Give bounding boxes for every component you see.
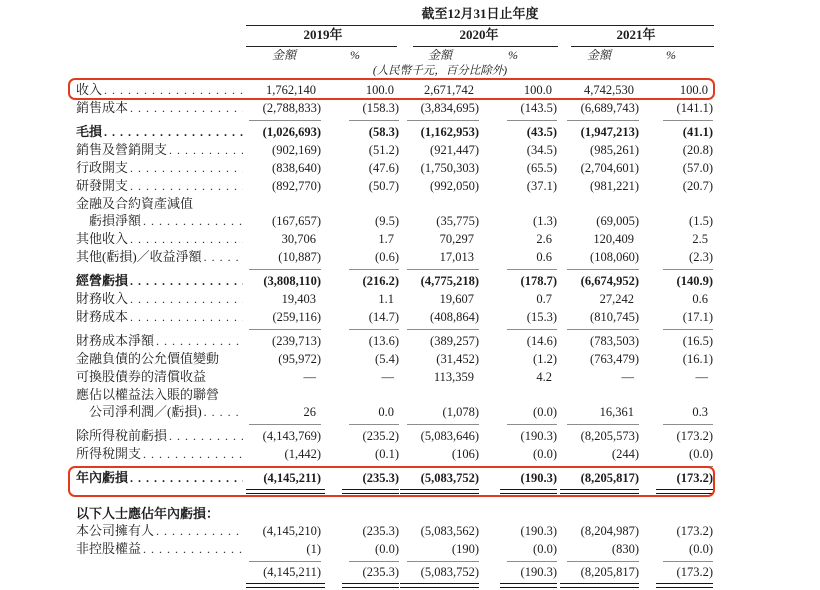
row-label bbox=[76, 522, 246, 540]
dot-leader bbox=[130, 272, 243, 290]
percent-header: % bbox=[666, 48, 676, 62]
percent-value: (2.3) bbox=[689, 250, 713, 264]
table-row bbox=[76, 522, 714, 540]
percent-value: (9.5) bbox=[375, 214, 399, 228]
percent-value: (43.5) bbox=[526, 125, 557, 139]
row-label bbox=[76, 195, 246, 212]
amount-value: (4,775,218) bbox=[420, 274, 479, 288]
amount-value: (190) bbox=[451, 542, 479, 556]
percent-value: 0.6 bbox=[536, 250, 552, 264]
percent-value: 1.1 bbox=[378, 292, 394, 306]
percent-value: (14.6) bbox=[526, 334, 557, 348]
percent-value: (47.6) bbox=[368, 161, 399, 175]
percent-value: (20.7) bbox=[682, 179, 713, 193]
percent-value: 100.0 bbox=[365, 83, 394, 97]
amount-value: (1,078) bbox=[442, 405, 479, 419]
table-row bbox=[76, 272, 714, 290]
row-label bbox=[76, 540, 246, 558]
percent-value: (190.3) bbox=[520, 524, 557, 538]
percent-value: (0.6) bbox=[375, 250, 399, 264]
amount-value: (830) bbox=[611, 542, 639, 556]
amount-value: (31,452) bbox=[436, 352, 479, 366]
row-label-text: 可換股債券的清償收益 bbox=[76, 369, 207, 384]
amount-value: (4,145,211) bbox=[263, 565, 321, 579]
table-row bbox=[76, 308, 714, 332]
table-row bbox=[76, 427, 714, 445]
percent-value: 0.3 bbox=[692, 405, 708, 419]
amount-value: (810,745) bbox=[590, 310, 639, 324]
amount-value: (408,864) bbox=[430, 310, 479, 324]
percent-value: (1.5) bbox=[689, 214, 713, 228]
percent-value: (216.2) bbox=[362, 274, 399, 288]
amount-value: 70,297 bbox=[439, 232, 474, 246]
table-row bbox=[76, 177, 714, 195]
amount-value: (3,808,110) bbox=[263, 274, 321, 288]
table-row bbox=[76, 332, 714, 350]
row-label-text: 所得稅開支 bbox=[76, 446, 142, 461]
amount-value: (389,257) bbox=[430, 334, 479, 348]
table-row bbox=[76, 123, 714, 141]
year-2019: 2019年 bbox=[303, 27, 343, 42]
amount-value: (69,005) bbox=[596, 214, 639, 228]
amount-value: (4,143,769) bbox=[262, 429, 321, 443]
percent-value: (58.3) bbox=[368, 125, 399, 139]
column-header-row bbox=[76, 47, 714, 64]
percent-value: (158.3) bbox=[362, 101, 399, 115]
amount-value: (3,834,695) bbox=[420, 101, 479, 115]
table-row bbox=[76, 81, 714, 99]
dot-leader bbox=[130, 230, 243, 248]
percent-value: (1.2) bbox=[533, 352, 557, 366]
amount-value: 30,706 bbox=[281, 232, 316, 246]
amount-value: (8,205,573) bbox=[580, 429, 639, 443]
dot-leader bbox=[156, 522, 243, 540]
amount-value: (8,204,987) bbox=[580, 524, 639, 538]
dot-leader bbox=[104, 81, 243, 99]
amount-value: (1,750,303) bbox=[420, 161, 479, 175]
units-note-row bbox=[76, 64, 714, 78]
percent-value: (235.2) bbox=[362, 429, 399, 443]
row-label bbox=[76, 159, 246, 177]
amount-value: (35,775) bbox=[436, 214, 479, 228]
row-label bbox=[76, 230, 246, 248]
amount-value: (921,447) bbox=[430, 143, 479, 157]
percent-value: (65.5) bbox=[526, 161, 557, 175]
percent-value: (34.5) bbox=[526, 143, 557, 157]
dot-leader bbox=[204, 403, 243, 421]
percent-value: (140.9) bbox=[676, 274, 713, 288]
dot-leader bbox=[143, 540, 243, 558]
percent-value: (50.7) bbox=[368, 179, 399, 193]
amount-value: (1,947,213) bbox=[580, 125, 639, 139]
dot-leader bbox=[169, 141, 243, 159]
row-label-text: 財務收入 bbox=[76, 291, 129, 306]
percent-value: (16.5) bbox=[682, 334, 713, 348]
percent-value: (178.7) bbox=[520, 274, 557, 288]
row-label bbox=[76, 123, 246, 141]
amount-value: (167,657) bbox=[272, 214, 321, 228]
row-label-text: 金融及合約資產減值 bbox=[76, 196, 194, 211]
percent-value: (16.1) bbox=[682, 352, 713, 366]
percent-value: (1.3) bbox=[533, 214, 557, 228]
amount-value: (106) bbox=[451, 447, 479, 461]
row-label-text: 財務成本 bbox=[76, 309, 129, 324]
amount-value: 19,403 bbox=[281, 292, 316, 306]
percent-value: (173.2) bbox=[676, 471, 713, 485]
amount-value: (892,770) bbox=[272, 179, 321, 193]
amount-value: (2,788,833) bbox=[262, 101, 321, 115]
amount-value: 4,742,530 bbox=[584, 83, 634, 97]
amount-value: (4,145,211) bbox=[263, 471, 321, 485]
percent-value: (51.2) bbox=[368, 143, 399, 157]
percent-value: 4.2 bbox=[536, 370, 552, 384]
amount-value: (981,221) bbox=[590, 179, 639, 193]
amount-value: (5,083,646) bbox=[420, 429, 479, 443]
row-label-text: 非控股權益 bbox=[76, 541, 142, 556]
row-label-text: 以下人士應佔年內虧損： bbox=[76, 506, 220, 521]
amount-value: (2,704,601) bbox=[580, 161, 639, 175]
percent-value: (37.1) bbox=[526, 179, 557, 193]
amount-value: 27,242 bbox=[599, 292, 634, 306]
table-row bbox=[76, 230, 714, 248]
row-label-text: 金融負債的公允價值變動 bbox=[76, 351, 220, 366]
year-2020: 2020年 bbox=[459, 27, 499, 42]
dot-leader bbox=[143, 212, 243, 230]
amount-header: 金額 bbox=[427, 48, 452, 62]
table-row bbox=[76, 505, 714, 522]
row-label-text: 銷售及營銷開支 bbox=[76, 142, 168, 157]
amount-value: (4,145,210) bbox=[262, 524, 321, 538]
percent-value: (0.1) bbox=[375, 447, 399, 461]
table-row bbox=[76, 159, 714, 177]
row-label bbox=[76, 469, 246, 487]
amount-value: (1,162,953) bbox=[420, 125, 479, 139]
amount-value: (5,083,752) bbox=[420, 565, 479, 579]
amount-value: (239,713) bbox=[272, 334, 321, 348]
table-body bbox=[76, 81, 714, 590]
percent-value: 0.7 bbox=[536, 292, 552, 306]
percent-value: (14.7) bbox=[368, 310, 399, 324]
amount-value: (5,083,752) bbox=[420, 471, 479, 485]
row-label-text: 收入 bbox=[76, 82, 103, 97]
amount-value: (992,050) bbox=[430, 179, 479, 193]
dot-leader bbox=[204, 248, 243, 266]
amount-value: 1,762,140 bbox=[266, 83, 316, 97]
row-label-text: 虧損淨額 bbox=[89, 213, 142, 228]
amount-value: (838,640) bbox=[272, 161, 321, 175]
percent-value: (5.4) bbox=[375, 352, 399, 366]
amount-value: — bbox=[621, 370, 634, 384]
table-row bbox=[76, 564, 714, 590]
row-label-text: 應佔以權益法入賬的聯營 bbox=[76, 387, 220, 402]
amount-value: (8,205,817) bbox=[580, 565, 639, 579]
table-row bbox=[76, 445, 714, 469]
percent-header: % bbox=[508, 48, 518, 62]
double-subtotal-rule bbox=[76, 487, 714, 496]
financial-statements-table bbox=[76, 5, 714, 590]
table-row bbox=[76, 195, 714, 212]
table-row bbox=[76, 212, 714, 230]
amount-value: 26 bbox=[303, 405, 316, 419]
row-label bbox=[76, 332, 246, 350]
amount-value: 19,607 bbox=[439, 292, 474, 306]
row-label bbox=[76, 403, 246, 421]
table-row bbox=[76, 469, 714, 496]
table-row bbox=[76, 403, 714, 427]
percent-value: (143.5) bbox=[520, 101, 557, 115]
amount-value: (8,205,817) bbox=[580, 471, 639, 485]
row-label-text: 其他收入 bbox=[76, 231, 129, 246]
percent-value: (0.0) bbox=[533, 542, 557, 556]
row-label-text: 除所得稅前虧損 bbox=[76, 428, 168, 443]
percent-value: 1.7 bbox=[378, 232, 394, 246]
amount-value: (6,689,743) bbox=[580, 101, 639, 115]
row-label bbox=[76, 505, 246, 522]
percent-value: 100.0 bbox=[679, 83, 708, 97]
row-label bbox=[76, 248, 246, 266]
table-title: 截至12月31日止年度 bbox=[421, 6, 539, 21]
amount-value: (783,503) bbox=[590, 334, 639, 348]
percent-value: 100.0 bbox=[523, 83, 552, 97]
percent-value: (15.3) bbox=[526, 310, 557, 324]
row-label-text: 毛損 bbox=[76, 124, 103, 139]
percent-value: (17.1) bbox=[682, 310, 713, 324]
table-row bbox=[76, 350, 714, 368]
percent-value: (20.8) bbox=[682, 143, 713, 157]
percent-value: (0.0) bbox=[375, 542, 399, 556]
percent-value: — bbox=[695, 370, 708, 384]
percent-value: 2.5 bbox=[692, 232, 708, 246]
amount-value: 113,359 bbox=[433, 370, 474, 384]
percent-value: (41.1) bbox=[682, 125, 713, 139]
row-label bbox=[76, 445, 246, 463]
dot-leader bbox=[130, 159, 243, 177]
percent-value: (235.3) bbox=[362, 471, 399, 485]
row-label bbox=[76, 99, 246, 117]
amount-value: (5,083,562) bbox=[420, 524, 479, 538]
percent-value: (0.0) bbox=[533, 405, 557, 419]
row-label bbox=[76, 368, 246, 385]
amount-value: 17,013 bbox=[439, 250, 474, 264]
row-label bbox=[76, 141, 246, 159]
dot-leader bbox=[104, 123, 243, 141]
percent-value: — bbox=[381, 370, 394, 384]
year-2021: 2021年 bbox=[616, 27, 656, 42]
percent-value: (173.2) bbox=[676, 429, 713, 443]
row-label-text: 財務成本淨額 bbox=[76, 333, 155, 348]
amount-value: (259,116) bbox=[272, 310, 321, 324]
amount-value: 16,361 bbox=[599, 405, 634, 419]
amount-value: (108,060) bbox=[590, 250, 639, 264]
row-label-text: 行政開支 bbox=[76, 160, 129, 175]
row-label bbox=[76, 81, 246, 99]
amount-value: (244) bbox=[611, 447, 639, 461]
amount-value: (1) bbox=[306, 542, 321, 556]
row-label bbox=[76, 212, 246, 230]
row-label-text: 年內虧損 bbox=[76, 470, 129, 485]
amount-value: 2,671,742 bbox=[424, 83, 474, 97]
amount-value: — bbox=[303, 370, 316, 384]
amount-value: (1,442) bbox=[284, 447, 321, 461]
amount-value: (95,972) bbox=[278, 352, 321, 366]
dot-leader bbox=[130, 308, 243, 326]
row-label bbox=[76, 290, 246, 308]
amount-value: (902,169) bbox=[272, 143, 321, 157]
percent-value: (0.0) bbox=[533, 447, 557, 461]
dot-leader bbox=[130, 99, 243, 117]
row-label bbox=[76, 427, 246, 445]
row-label bbox=[76, 272, 246, 290]
percent-value: (0.0) bbox=[689, 542, 713, 556]
table-title-row bbox=[76, 5, 714, 22]
row-label bbox=[76, 386, 246, 403]
percent-value: (190.3) bbox=[520, 471, 557, 485]
percent-value: (173.2) bbox=[676, 524, 713, 538]
percent-value: (235.3) bbox=[362, 524, 399, 538]
percent-header: % bbox=[350, 48, 360, 62]
table-row bbox=[76, 99, 714, 123]
table-row bbox=[76, 290, 714, 308]
percent-value: (13.6) bbox=[368, 334, 399, 348]
amount-value: (1,026,693) bbox=[262, 125, 321, 139]
percent-value: (173.2) bbox=[676, 565, 713, 579]
amount-value: (6,674,952) bbox=[580, 274, 639, 288]
table-row bbox=[76, 540, 714, 564]
amount-value: (763,479) bbox=[590, 352, 639, 366]
amount-value: (985,261) bbox=[590, 143, 639, 157]
percent-value: (190.3) bbox=[520, 565, 557, 579]
amount-header: 金額 bbox=[271, 48, 296, 62]
amount-header: 金額 bbox=[586, 48, 611, 62]
dot-leader bbox=[130, 177, 243, 195]
year-header-row bbox=[76, 26, 714, 43]
dot-leader bbox=[130, 290, 243, 308]
dot-leader bbox=[156, 332, 243, 350]
table-row bbox=[76, 248, 714, 272]
table-row bbox=[76, 386, 714, 403]
row-label-text: 研發開支 bbox=[76, 178, 129, 193]
row-label bbox=[76, 308, 246, 326]
percent-value: (0.0) bbox=[689, 447, 713, 461]
percent-value: (190.3) bbox=[520, 429, 557, 443]
dot-leader bbox=[169, 427, 243, 445]
row-label-text: 經營虧損 bbox=[76, 273, 129, 288]
row-label-text: 其他(虧損)／收益淨額 bbox=[76, 249, 202, 264]
table-row bbox=[76, 141, 714, 159]
row-label bbox=[76, 177, 246, 195]
table-row bbox=[76, 368, 714, 386]
amount-value: 120,409 bbox=[593, 232, 634, 246]
row-label bbox=[76, 350, 246, 367]
amount-value: (10,887) bbox=[278, 250, 321, 264]
percent-value: 2.6 bbox=[536, 232, 552, 246]
percent-value: 0.0 bbox=[378, 405, 394, 419]
percent-value: (141.1) bbox=[676, 101, 713, 115]
percent-value: (235.3) bbox=[362, 565, 399, 579]
row-label-text: 本公司擁有人 bbox=[76, 523, 155, 538]
row-label-text: 銷售成本 bbox=[76, 100, 129, 115]
dot-leader bbox=[143, 445, 243, 463]
dot-leader bbox=[130, 469, 243, 487]
double-subtotal-rule bbox=[76, 581, 714, 590]
percent-value: (57.0) bbox=[682, 161, 713, 175]
units-note: (人民幣千元，百分比除外) bbox=[372, 65, 508, 77]
row-label-text: 公司淨利潤／(虧損) bbox=[89, 404, 202, 419]
percent-value: 0.6 bbox=[692, 292, 708, 306]
